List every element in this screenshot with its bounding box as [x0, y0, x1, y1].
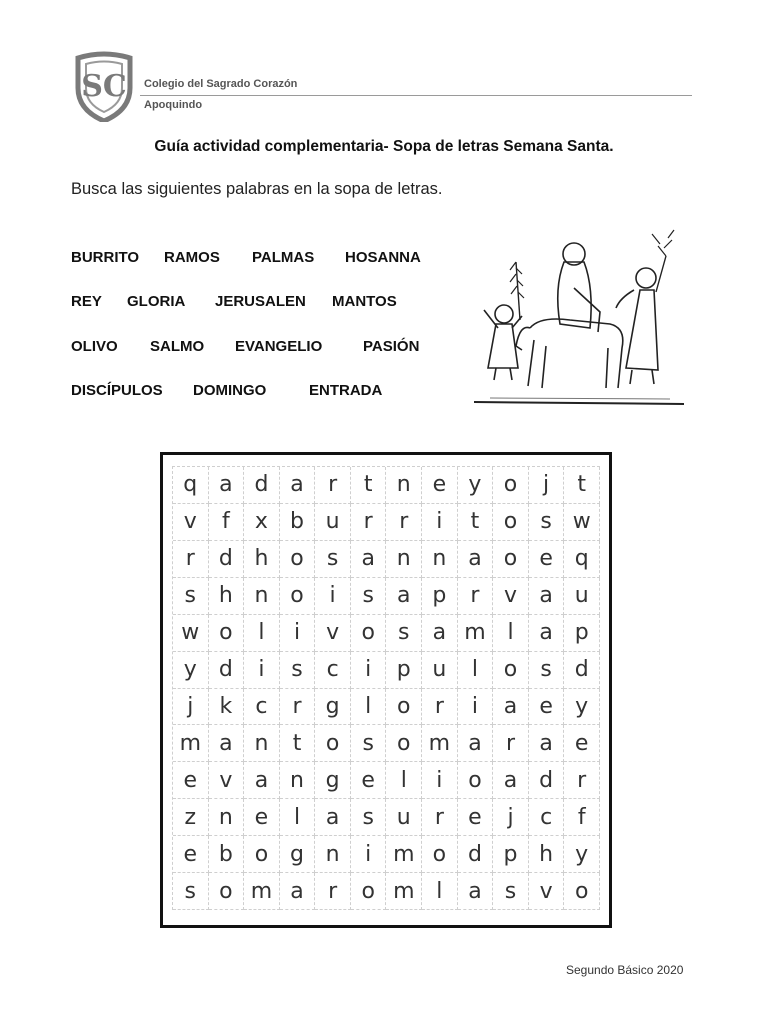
grid-cell[interactable]: c	[529, 799, 565, 836]
grid-cell[interactable]: d	[244, 467, 280, 504]
instruction-text: Busca las siguientes palabras en la sopa de letras.	[71, 180, 443, 198]
grid-cell[interactable]: m	[386, 873, 422, 910]
word-item: GLORIA	[127, 293, 186, 310]
grid-cell[interactable]: r	[386, 504, 422, 541]
palm-sunday-illustration-icon	[470, 228, 688, 410]
word-item: PASIÓN	[363, 338, 420, 355]
grid-cell[interactable]: o	[493, 652, 529, 689]
grid-cell[interactable]: o	[422, 836, 458, 873]
grid-cell[interactable]: n	[280, 762, 316, 799]
grid-cell[interactable]: o	[280, 541, 316, 578]
grid-cell[interactable]: j	[173, 689, 209, 726]
word-item: DOMINGO	[193, 382, 267, 399]
grid-cell[interactable]: t	[351, 467, 387, 504]
grid-cell[interactable]: u	[315, 504, 351, 541]
grid-cell[interactable]: a	[529, 615, 565, 652]
page-title: Guía actividad complementaria- Sopa de letras Semana Santa.	[154, 138, 614, 155]
grid-cell[interactable]: n	[386, 467, 422, 504]
grid-cell[interactable]: g	[315, 762, 351, 799]
grid-cell[interactable]: l	[351, 689, 387, 726]
grid-cell[interactable]: p	[386, 652, 422, 689]
grid-cell[interactable]: s	[493, 873, 529, 910]
grid-cell[interactable]: i	[422, 504, 458, 541]
word-item: JERUSALEN	[215, 293, 306, 310]
grid-cell[interactable]: h	[529, 836, 565, 873]
grid-cell[interactable]: z	[173, 799, 209, 836]
grid-cell[interactable]: s	[173, 873, 209, 910]
grid-cell[interactable]: x	[244, 504, 280, 541]
grid-cell[interactable]: o	[315, 725, 351, 762]
grid-cell[interactable]: s	[280, 652, 316, 689]
grid-cell[interactable]: u	[422, 652, 458, 689]
grid-cell[interactable]: i	[244, 652, 280, 689]
grid-cell[interactable]: o	[351, 615, 387, 652]
grid-cell[interactable]: e	[244, 799, 280, 836]
grid-cell[interactable]: j	[493, 799, 529, 836]
grid-cell[interactable]: c	[315, 652, 351, 689]
grid-cell[interactable]: n	[209, 799, 245, 836]
grid-cell[interactable]: f	[209, 504, 245, 541]
grid-cell[interactable]: r	[280, 689, 316, 726]
grid-cell[interactable]: s	[351, 578, 387, 615]
grid-cell[interactable]: a	[315, 799, 351, 836]
logo-text: SC	[81, 69, 127, 104]
grid-cell[interactable]: l	[386, 762, 422, 799]
grid-cell[interactable]: a	[209, 467, 245, 504]
grid-cell[interactable]: v	[315, 615, 351, 652]
grid-cell[interactable]: d	[564, 652, 600, 689]
word-item: ENTRADA	[309, 382, 383, 399]
grid-cell[interactable]: u	[386, 799, 422, 836]
grid-cell[interactable]: o	[564, 873, 600, 910]
grid-cell[interactable]: a	[422, 615, 458, 652]
grid-cell[interactable]: i	[351, 836, 387, 873]
word-item: DISCÍPULOS	[71, 382, 163, 399]
grid-cell[interactable]: s	[173, 578, 209, 615]
footer-text: Segundo Básico 2020	[566, 963, 684, 977]
grid-cell[interactable]: y	[458, 467, 494, 504]
grid-cell[interactable]: y	[564, 836, 600, 873]
grid-cell[interactable]: r	[173, 541, 209, 578]
grid-cell[interactable]: e	[529, 541, 565, 578]
grid-cell[interactable]: d	[529, 762, 565, 799]
word-item: BURRITO	[71, 249, 140, 266]
grid-cell[interactable]: r	[351, 504, 387, 541]
grid-cell[interactable]: o	[386, 725, 422, 762]
grid-cell[interactable]: p	[422, 578, 458, 615]
grid-cell[interactable]: s	[529, 504, 565, 541]
grid-cell[interactable]: e	[422, 467, 458, 504]
grid-cell[interactable]: i	[280, 615, 316, 652]
grid-cell[interactable]: s	[529, 652, 565, 689]
header-divider	[140, 95, 692, 96]
grid-cell[interactable]: s	[351, 725, 387, 762]
grid-cell[interactable]: m	[458, 615, 494, 652]
grid-cell[interactable]: e	[173, 762, 209, 799]
school-campus: Apoquindo	[144, 99, 203, 111]
grid-cell[interactable]: v	[173, 504, 209, 541]
grid-cell[interactable]: o	[244, 836, 280, 873]
word-search-frame	[160, 452, 612, 928]
grid-cell[interactable]: t	[280, 725, 316, 762]
grid-cell[interactable]: w	[564, 504, 600, 541]
word-item: REY	[71, 293, 102, 310]
grid-cell[interactable]: a	[458, 873, 494, 910]
grid-cell[interactable]: y	[564, 689, 600, 726]
grid-cell[interactable]: q	[564, 541, 600, 578]
grid-cell[interactable]: h	[244, 541, 280, 578]
grid-cell[interactable]: m	[422, 725, 458, 762]
grid-cell[interactable]: g	[315, 689, 351, 726]
grid-cell[interactable]: p	[493, 836, 529, 873]
grid-cell[interactable]: e	[564, 725, 600, 762]
grid-cell[interactable]: d	[209, 652, 245, 689]
grid-cell[interactable]: a	[529, 725, 565, 762]
grid-cell[interactable]: v	[209, 762, 245, 799]
grid-cell[interactable]: a	[529, 578, 565, 615]
grid-cell[interactable]: r	[458, 578, 494, 615]
grid-cell[interactable]: l	[458, 652, 494, 689]
grid-cell[interactable]: m	[173, 725, 209, 762]
grid-cell[interactable]: i	[315, 578, 351, 615]
grid-cell[interactable]: r	[422, 689, 458, 726]
grid-cell[interactable]: o	[493, 541, 529, 578]
grid-cell[interactable]: s	[386, 615, 422, 652]
grid-cell[interactable]: h	[209, 578, 245, 615]
word-item: MANTOS	[332, 293, 397, 310]
grid-cell[interactable]: a	[458, 541, 494, 578]
grid-cell[interactable]: e	[458, 799, 494, 836]
grid-cell[interactable]: r	[493, 725, 529, 762]
grid-cell[interactable]: a	[280, 467, 316, 504]
grid-cell[interactable]: r	[564, 762, 600, 799]
grid-cell[interactable]: k	[209, 689, 245, 726]
grid-cell[interactable]: o	[351, 873, 387, 910]
grid-cell[interactable]: c	[244, 689, 280, 726]
grid-cell[interactable]: o	[493, 467, 529, 504]
grid-cell[interactable]: t	[564, 467, 600, 504]
grid-cell[interactable]: o	[209, 873, 245, 910]
grid-cell[interactable]: n	[244, 578, 280, 615]
grid-cell[interactable]: o	[209, 615, 245, 652]
grid-cell[interactable]: e	[173, 836, 209, 873]
grid-cell[interactable]: a	[458, 725, 494, 762]
grid-cell[interactable]: d	[209, 541, 245, 578]
word-item: EVANGELIO	[235, 338, 323, 355]
grid-cell[interactable]: j	[529, 467, 565, 504]
grid-cell[interactable]: l	[244, 615, 280, 652]
grid-cell[interactable]: o	[458, 762, 494, 799]
grid-cell[interactable]: i	[458, 689, 494, 726]
grid-cell[interactable]: o	[386, 689, 422, 726]
grid-cell[interactable]: t	[458, 504, 494, 541]
grid-cell[interactable]: i	[422, 762, 458, 799]
grid-cell[interactable]: u	[564, 578, 600, 615]
grid-cell[interactable]: n	[244, 725, 280, 762]
school-shield-logo-icon	[74, 50, 134, 122]
grid-cell[interactable]: b	[280, 504, 316, 541]
grid-cell[interactable]: g	[280, 836, 316, 873]
grid-cell[interactable]: l	[422, 873, 458, 910]
grid-cell[interactable]: a	[209, 725, 245, 762]
grid-cell[interactable]: a	[493, 689, 529, 726]
grid-cell[interactable]: n	[315, 836, 351, 873]
grid-cell[interactable]: e	[529, 689, 565, 726]
grid-cell[interactable]: a	[386, 578, 422, 615]
word-item: SALMO	[150, 338, 205, 355]
word-item: HOSANNA	[345, 249, 421, 266]
grid-cell[interactable]: d	[458, 836, 494, 873]
grid-cell[interactable]: r	[422, 799, 458, 836]
grid-cell[interactable]: l	[280, 799, 316, 836]
school-name: Colegio del Sagrado Corazón	[144, 78, 298, 90]
grid-cell[interactable]: i	[351, 652, 387, 689]
grid-cell[interactable]: e	[351, 762, 387, 799]
grid-cell[interactable]: y	[173, 652, 209, 689]
word-search-grid	[172, 466, 600, 910]
grid-cell[interactable]: f	[564, 799, 600, 836]
grid-cell[interactable]: s	[315, 541, 351, 578]
grid-cell[interactable]: v	[493, 578, 529, 615]
grid-cell[interactable]: p	[564, 615, 600, 652]
grid-cell[interactable]: v	[529, 873, 565, 910]
page-header	[74, 50, 694, 125]
grid-cell[interactable]: o	[493, 504, 529, 541]
grid-cell[interactable]: a	[280, 873, 316, 910]
word-item: RAMOS	[164, 249, 220, 266]
grid-cell[interactable]: n	[422, 541, 458, 578]
grid-cell[interactable]: q	[173, 467, 209, 504]
grid-cell[interactable]: s	[351, 799, 387, 836]
grid-cell[interactable]: b	[209, 836, 245, 873]
grid-cell[interactable]: a	[244, 762, 280, 799]
grid-cell[interactable]: l	[493, 615, 529, 652]
grid-cell[interactable]: r	[315, 873, 351, 910]
grid-cell[interactable]: r	[315, 467, 351, 504]
grid-cell[interactable]: n	[386, 541, 422, 578]
grid-cell[interactable]: w	[173, 615, 209, 652]
grid-cell[interactable]: o	[280, 578, 316, 615]
word-item: PALMAS	[252, 249, 315, 266]
grid-cell[interactable]: a	[493, 762, 529, 799]
grid-cell[interactable]: m	[244, 873, 280, 910]
word-item: OLIVO	[71, 338, 118, 355]
grid-cell[interactable]: a	[351, 541, 387, 578]
grid-cell[interactable]: m	[386, 836, 422, 873]
